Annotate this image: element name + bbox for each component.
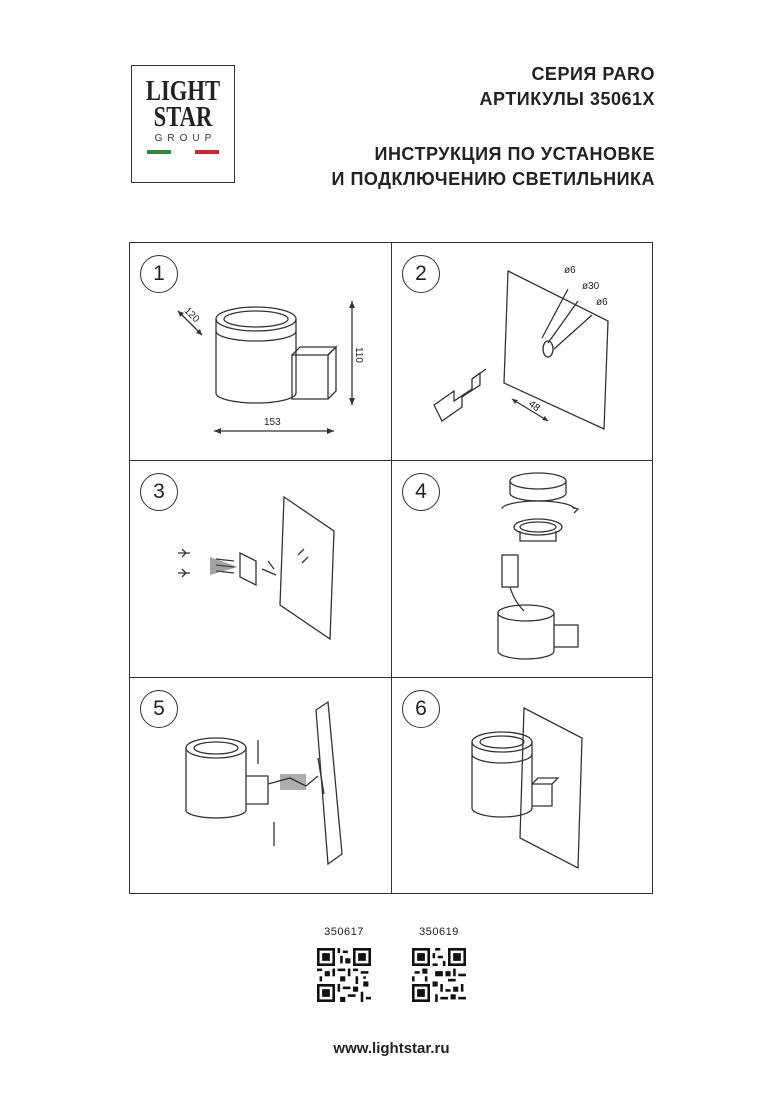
qr-label-350617: 350617 bbox=[324, 926, 364, 938]
dim-depth-label: 120 bbox=[181, 305, 202, 326]
step-5-diagram bbox=[130, 678, 391, 895]
step-2-number: 2 bbox=[402, 255, 440, 293]
logo-line-light: LIGHT bbox=[145, 75, 221, 107]
article-numbers: АРТИКУЛЫ 35061X bbox=[479, 89, 655, 109]
step-3-diagram bbox=[130, 461, 391, 678]
series-name: СЕРИЯ PARO bbox=[531, 64, 655, 84]
qr-label-350619: 350619 bbox=[419, 926, 459, 938]
instruction-title-line2: И ПОДКЛЮЧЕНИЮ СВЕТИЛЬНИКА bbox=[331, 169, 655, 189]
website-link[interactable]: www.lightstar.ru bbox=[333, 1040, 450, 1057]
document-header bbox=[332, 62, 655, 192]
step-5-number: 5 bbox=[140, 690, 178, 728]
instruction-grid bbox=[129, 242, 653, 894]
step-1-number: 1 bbox=[140, 255, 178, 293]
brand-logo bbox=[131, 65, 235, 183]
step-6-panel bbox=[392, 678, 653, 895]
dim-width-label: 153 bbox=[264, 417, 281, 428]
hole-a-label: ø6 bbox=[564, 265, 576, 276]
hole-c-label: ø6 bbox=[596, 297, 608, 308]
step-1-panel bbox=[130, 243, 391, 460]
qr-code-350617[interactable] bbox=[317, 948, 371, 1002]
step-5-panel bbox=[130, 678, 391, 895]
spacing-label: 48 bbox=[526, 398, 542, 415]
step-1-diagram bbox=[130, 243, 391, 460]
step-4-diagram bbox=[392, 461, 653, 678]
logo-line-star: STAR bbox=[153, 101, 213, 133]
qr-block-350617 bbox=[309, 926, 379, 1002]
italian-flag-icon bbox=[147, 150, 219, 154]
step-6-number: 6 bbox=[402, 690, 440, 728]
step-6-diagram bbox=[392, 678, 653, 895]
qr-code-350619[interactable] bbox=[412, 948, 466, 1002]
logo-line-group: GROUP bbox=[154, 133, 217, 144]
instruction-title-line1: ИНСТРУКЦИЯ ПО УСТАНОВКЕ bbox=[374, 144, 655, 164]
qr-block-350619 bbox=[404, 926, 474, 1002]
step-2-panel bbox=[392, 243, 653, 460]
step-2-diagram bbox=[392, 243, 653, 460]
step-4-number: 4 bbox=[402, 473, 440, 511]
step-3-panel bbox=[130, 461, 391, 678]
step-4-panel bbox=[392, 461, 653, 678]
step-3-number: 3 bbox=[140, 473, 178, 511]
dim-height-label: 110 bbox=[353, 347, 364, 363]
hole-b-label: ø30 bbox=[582, 281, 600, 292]
